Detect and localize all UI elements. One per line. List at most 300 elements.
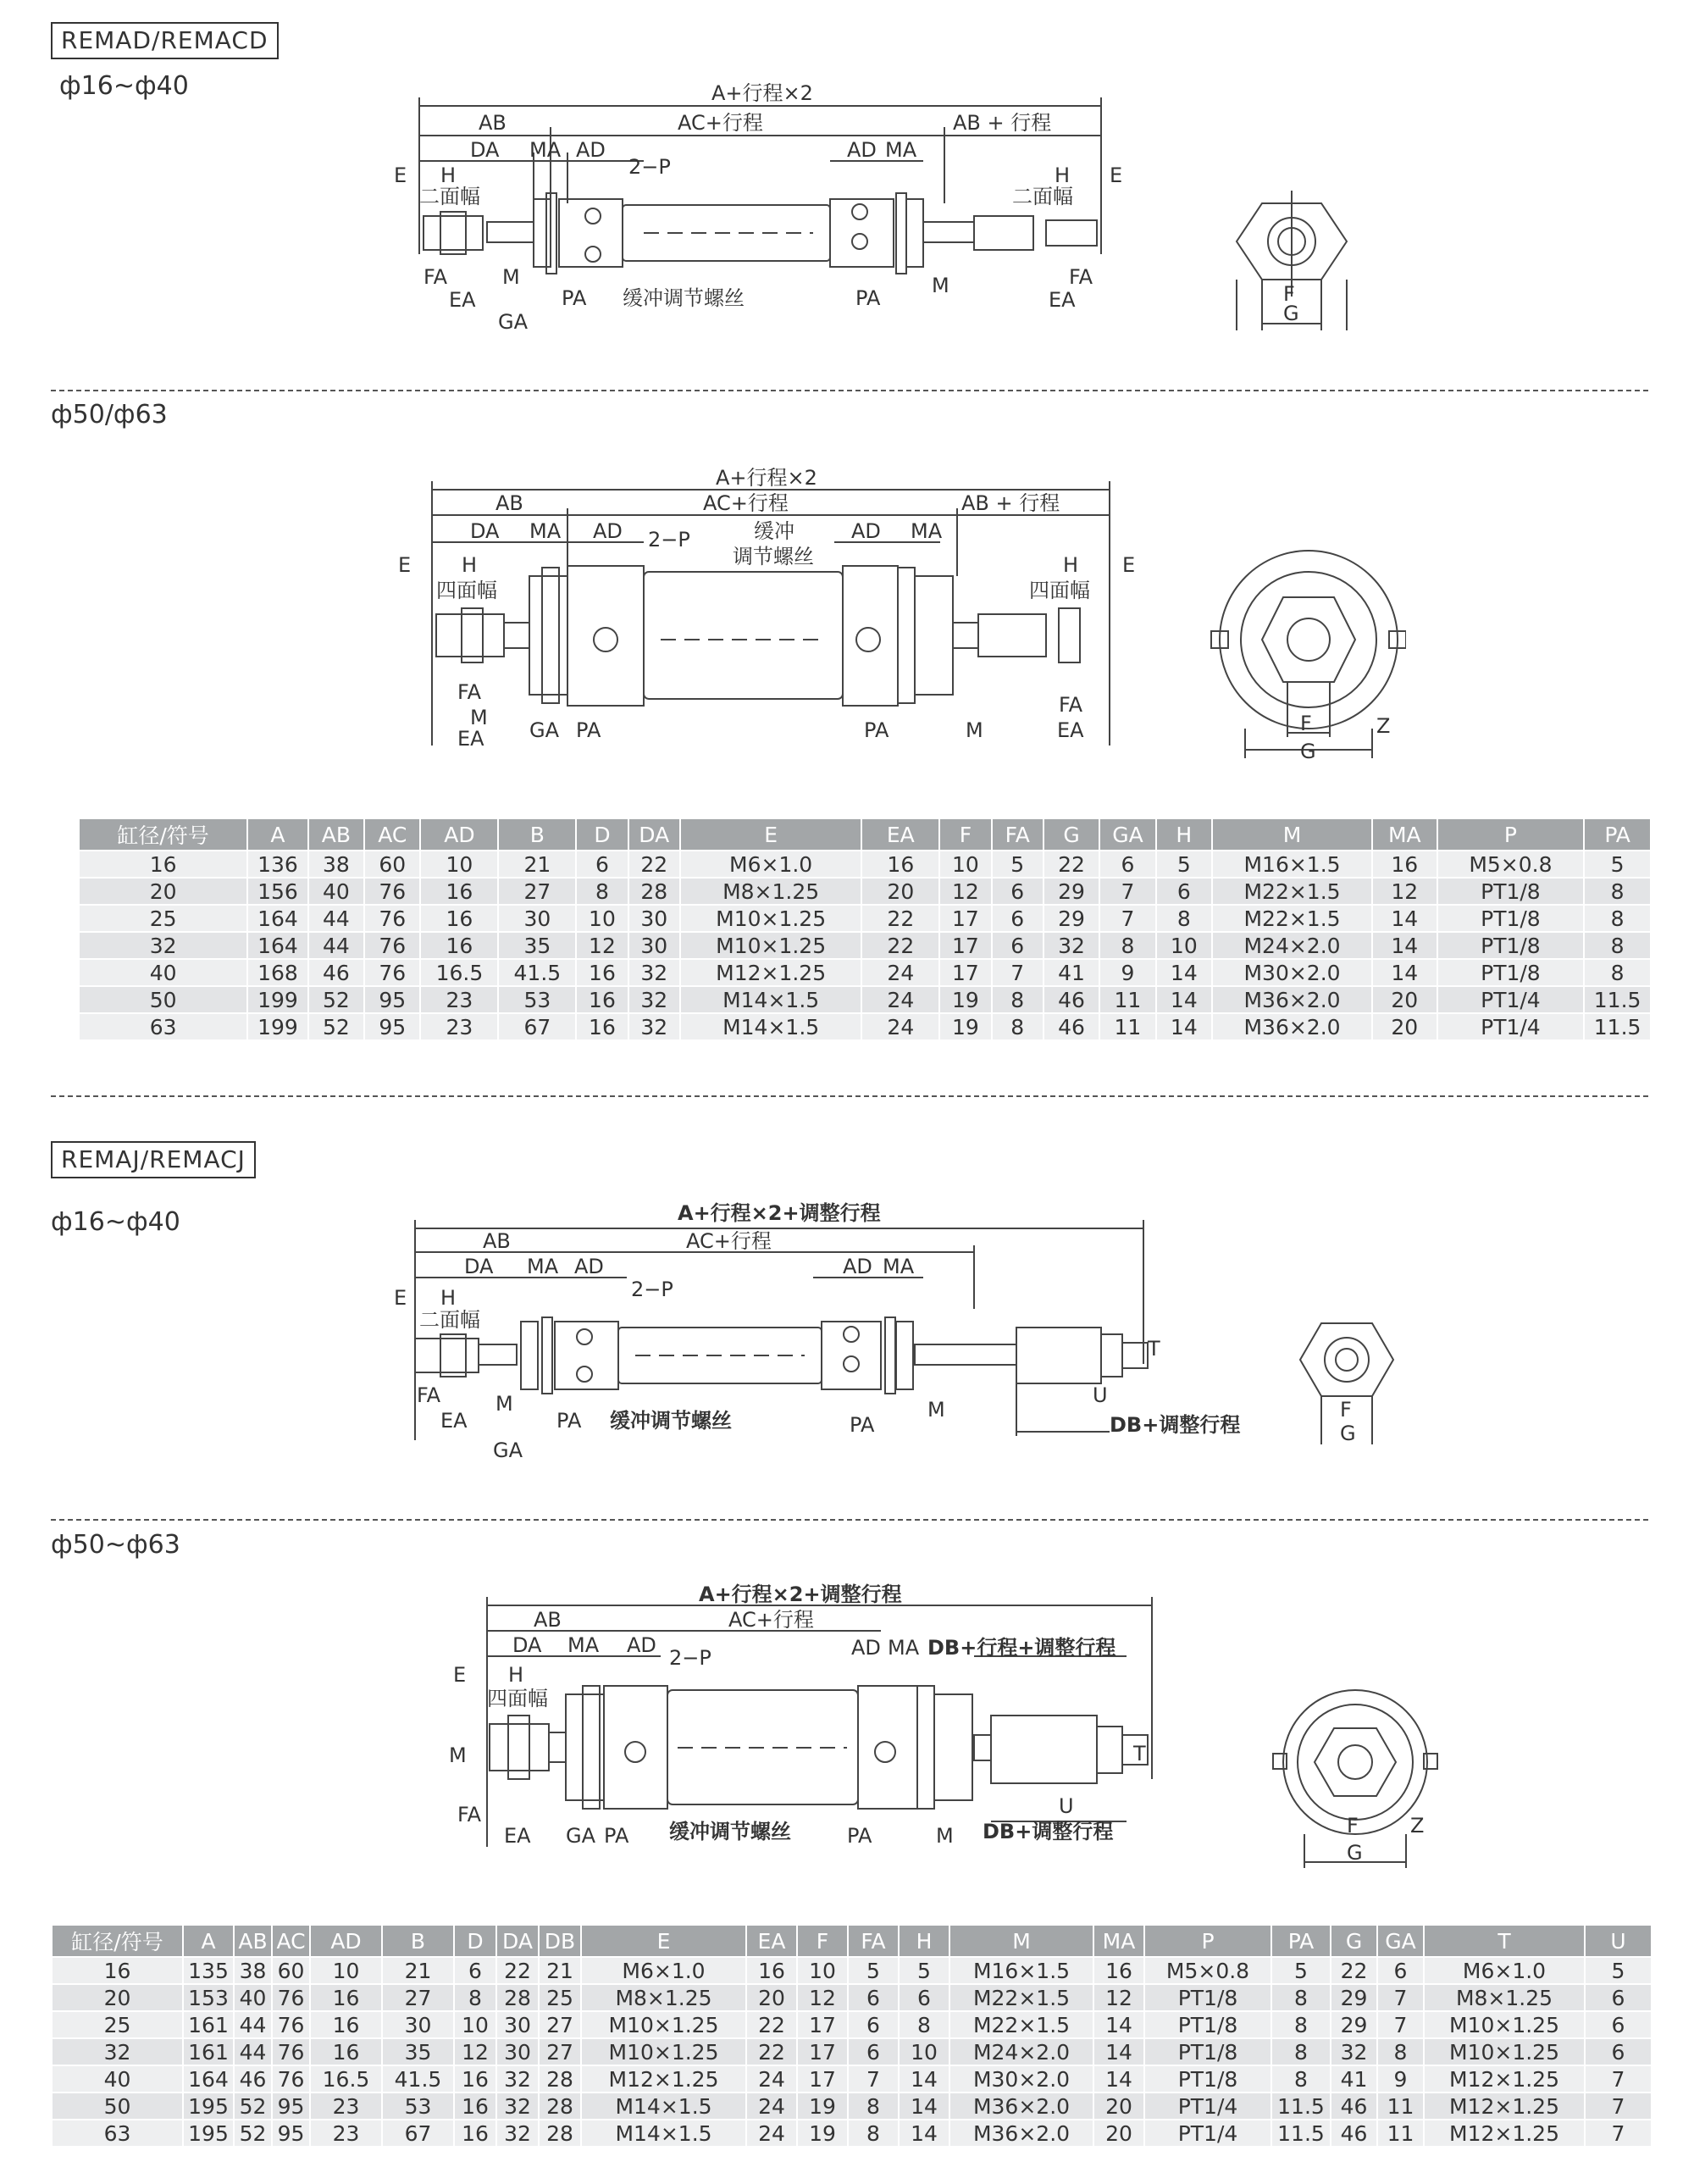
svg-text:A+行程×2: A+行程×2 xyxy=(711,81,813,105)
col-header: A xyxy=(183,1926,234,1957)
drawing-1-text xyxy=(394,81,1299,334)
table-cell: 7 xyxy=(848,2065,899,2093)
table-cell: 60 xyxy=(364,851,420,878)
svg-text:AC+行程: AC+行程 xyxy=(728,1608,814,1632)
table-cell: 5 xyxy=(1156,851,1212,878)
table-cell: 24 xyxy=(746,2120,797,2146)
table-cell: 6 xyxy=(848,2011,899,2038)
table-cell: 52 xyxy=(308,1013,364,1039)
table-cell: 22 xyxy=(861,932,939,959)
table-cell: 38 xyxy=(308,851,364,878)
table-cell: 164 xyxy=(183,2065,234,2093)
table-cell: 29 xyxy=(1331,2011,1377,2038)
table-cell: PT1/8 xyxy=(1437,905,1585,932)
table-row xyxy=(79,932,1650,959)
model-label-remad: REMAD/REMACD xyxy=(51,22,279,59)
table-cell: 14 xyxy=(1093,2038,1144,2065)
svg-text:FA: FA xyxy=(457,1803,482,1826)
table-cell: 95 xyxy=(364,1013,420,1039)
svg-text:PA: PA xyxy=(850,1413,875,1437)
svg-text:MA: MA xyxy=(885,138,917,162)
table-cell: M22×1.5 xyxy=(949,1984,1093,2011)
table-cell: 10 xyxy=(420,851,498,878)
svg-text:GA: GA xyxy=(498,310,529,334)
table-cell: 46 xyxy=(1331,2120,1377,2146)
table-cell: M36×2.0 xyxy=(949,2093,1093,2120)
table-cell: 10 xyxy=(939,851,991,878)
table-header-row xyxy=(52,1926,1651,1957)
col-header: P xyxy=(1144,1926,1271,1957)
col-header: GA xyxy=(1099,819,1155,851)
table-cell: 32 xyxy=(628,986,680,1013)
svg-text:U: U xyxy=(1093,1383,1108,1407)
svg-text:FA: FA xyxy=(424,265,448,289)
table-cell: 8 xyxy=(1271,2065,1331,2093)
table-cell: 6 xyxy=(992,878,1044,905)
table-cell: 16 xyxy=(454,2093,496,2120)
table-cell: PT1/8 xyxy=(1437,878,1585,905)
table-row xyxy=(79,905,1650,932)
table-cell: 95 xyxy=(272,2093,310,2120)
svg-text:A+行程×2: A+行程×2 xyxy=(716,466,817,490)
svg-text:MA: MA xyxy=(529,519,562,543)
svg-text:MA: MA xyxy=(911,519,943,543)
table-cell: 12 xyxy=(797,1984,848,2011)
col-header: DB xyxy=(539,1926,581,1957)
svg-text:AD: AD xyxy=(593,519,623,543)
svg-text:AB: AB xyxy=(534,1608,562,1632)
col-header: 缸径/符号 xyxy=(52,1926,183,1957)
table-cell: 16 xyxy=(576,959,628,986)
svg-text:四面幅: 四面幅 xyxy=(436,579,497,602)
svg-text:H: H xyxy=(508,1663,524,1687)
table-cell: 135 xyxy=(183,1957,234,1984)
table-cell: 76 xyxy=(272,2038,310,2065)
table-cell: 8 xyxy=(1099,932,1155,959)
table-cell: 53 xyxy=(498,986,576,1013)
table-cell: 7 xyxy=(1585,2093,1651,2120)
spec-table-remaj xyxy=(51,1926,1651,2146)
table-cell: 8 xyxy=(454,1984,496,2011)
table-cell: 20 xyxy=(1372,986,1437,1013)
table-cell: 32 xyxy=(79,932,247,959)
table-cell: 35 xyxy=(382,2038,454,2065)
table-cell: 8 xyxy=(1584,932,1650,959)
svg-text:Z: Z xyxy=(1410,1814,1425,1838)
svg-text:二面幅: 二面幅 xyxy=(419,185,480,208)
table-cell: PT1/4 xyxy=(1437,1013,1585,1039)
table-cell: 35 xyxy=(498,932,576,959)
col-header: AD xyxy=(420,819,498,851)
table-cell: 20 xyxy=(1093,2093,1144,2120)
table-cell: 12 xyxy=(939,878,991,905)
table-cell: 28 xyxy=(539,2065,581,2093)
svg-text:2−P: 2−P xyxy=(631,1278,673,1301)
table-body xyxy=(52,1957,1651,2146)
col-header: DA xyxy=(628,819,680,851)
table-cell: 22 xyxy=(746,2038,797,2065)
svg-text:缓冲调节螺丝: 缓冲调节螺丝 xyxy=(623,286,745,310)
table-cell: 5 xyxy=(1584,851,1650,878)
svg-text:F: F xyxy=(1340,1398,1352,1422)
svg-text:AB: AB xyxy=(495,491,523,515)
table-row xyxy=(79,851,1650,878)
table-cell: 5 xyxy=(899,1957,949,1984)
table-cell: 17 xyxy=(797,2065,848,2093)
svg-text:MA: MA xyxy=(883,1255,915,1278)
table-cell: M12×1.25 xyxy=(1424,2065,1585,2093)
col-header: D xyxy=(454,1926,496,1957)
col-header: EA xyxy=(746,1926,797,1957)
table-row xyxy=(52,2065,1651,2093)
table-cell: 14 xyxy=(1372,905,1437,932)
table-cell: 8 xyxy=(1271,2038,1331,2065)
table-cell: 20 xyxy=(1093,2120,1144,2146)
table-cell: M10×1.25 xyxy=(1424,2038,1585,2065)
table-cell: 16 xyxy=(454,2065,496,2093)
col-header: DA xyxy=(496,1926,539,1957)
table-cell: M10×1.25 xyxy=(680,932,862,959)
table-cell: 24 xyxy=(746,2093,797,2120)
table-cell: 164 xyxy=(247,905,308,932)
table-cell: 6 xyxy=(1585,2011,1651,2038)
svg-text:AC+行程: AC+行程 xyxy=(703,491,789,515)
table-cell: 7 xyxy=(1099,878,1155,905)
table-cell: M5×0.8 xyxy=(1144,1957,1271,1984)
table-cell: 67 xyxy=(382,2120,454,2146)
table-cell: M14×1.5 xyxy=(581,2120,746,2146)
table-cell: 40 xyxy=(234,1984,272,2011)
table-cell: 44 xyxy=(234,2038,272,2065)
svg-text:M: M xyxy=(936,1824,954,1848)
svg-text:缓冲调节螺丝: 缓冲调节螺丝 xyxy=(610,1409,732,1433)
svg-text:T: T xyxy=(1133,1742,1146,1765)
svg-text:EA: EA xyxy=(457,727,484,751)
table-cell: M36×2.0 xyxy=(1212,986,1372,1013)
col-header: AD xyxy=(310,1926,382,1957)
table-cell: 29 xyxy=(1044,878,1099,905)
table-cell: 7 xyxy=(1585,2065,1651,2093)
table-cell: 53 xyxy=(382,2093,454,2120)
table-cell: 164 xyxy=(247,932,308,959)
table-cell: 6 xyxy=(848,1984,899,2011)
svg-text:AC+行程: AC+行程 xyxy=(678,111,763,135)
table-cell: 9 xyxy=(1377,2065,1424,2093)
table-cell: 14 xyxy=(899,2120,949,2146)
table-cell: 44 xyxy=(308,932,364,959)
table-cell: 76 xyxy=(272,1984,310,2011)
table-row xyxy=(52,2093,1651,2120)
table-cell: 20 xyxy=(1372,1013,1437,1039)
svg-text:M: M xyxy=(495,1392,513,1416)
table-cell: 24 xyxy=(861,959,939,986)
drawing-remad-50-63 xyxy=(390,462,1406,762)
svg-text:四面幅: 四面幅 xyxy=(487,1687,548,1710)
table-row xyxy=(52,1984,1651,2011)
table-row xyxy=(52,2011,1651,2038)
col-header: 缸径/符号 xyxy=(79,819,247,851)
table-cell: 8 xyxy=(899,2011,949,2038)
table-row xyxy=(52,2038,1651,2065)
table-cell: 17 xyxy=(939,905,991,932)
col-header: AB xyxy=(308,819,364,851)
table-cell: 32 xyxy=(496,2093,539,2120)
table-cell: 6 xyxy=(1099,851,1155,878)
table-cell: 16 xyxy=(420,932,498,959)
table-cell: 8 xyxy=(992,986,1044,1013)
table-cell: 41 xyxy=(1331,2065,1377,2093)
table-cell: 8 xyxy=(992,1013,1044,1039)
table-cell: 23 xyxy=(310,2120,382,2146)
table-cell: 32 xyxy=(1044,932,1099,959)
svg-text:GA: GA xyxy=(529,718,560,742)
table-cell: 195 xyxy=(183,2093,234,2120)
table-cell: 22 xyxy=(1331,1957,1377,1984)
table-cell: 76 xyxy=(364,878,420,905)
table-cell: 10 xyxy=(797,1957,848,1984)
table-cell: 76 xyxy=(364,905,420,932)
table-cell: 52 xyxy=(234,2120,272,2146)
table-header-row xyxy=(79,819,1650,851)
table-cell: 76 xyxy=(272,2065,310,2093)
svg-text:AD: AD xyxy=(847,138,877,162)
svg-text:H: H xyxy=(440,1286,457,1310)
table-cell: 11 xyxy=(1377,2120,1424,2146)
table-cell: 21 xyxy=(539,1957,581,1984)
svg-text:FA: FA xyxy=(1059,693,1083,717)
table-cell: 46 xyxy=(1044,986,1099,1013)
table-cell: 10 xyxy=(576,905,628,932)
table-cell: 19 xyxy=(939,986,991,1013)
svg-text:缓冲调节螺丝: 缓冲调节螺丝 xyxy=(669,1820,791,1843)
table-cell: M6×1.0 xyxy=(1424,1957,1585,1984)
table-cell: 6 xyxy=(1585,2038,1651,2065)
svg-text:H: H xyxy=(440,164,457,187)
col-header: A xyxy=(247,819,308,851)
table-cell: 22 xyxy=(1044,851,1099,878)
table-cell: 32 xyxy=(496,2120,539,2146)
table-cell: M8×1.25 xyxy=(680,878,862,905)
table-cell: 6 xyxy=(1585,1984,1651,2011)
svg-text:2−P: 2−P xyxy=(648,528,690,552)
svg-text:M: M xyxy=(927,1398,945,1422)
table-cell: 199 xyxy=(247,1013,308,1039)
svg-text:GA: GA xyxy=(566,1824,596,1848)
svg-text:AB + 行程: AB + 行程 xyxy=(961,491,1060,515)
table-cell: 22 xyxy=(746,2011,797,2038)
table-cell: 21 xyxy=(498,851,576,878)
table-cell: M36×2.0 xyxy=(1212,1013,1372,1039)
svg-text:DB+调整行程: DB+调整行程 xyxy=(983,1820,1114,1843)
svg-text:M: M xyxy=(502,265,520,289)
table-cell: 32 xyxy=(628,959,680,986)
table-cell: 41.5 xyxy=(498,959,576,986)
table-cell: 8 xyxy=(848,2120,899,2146)
table-cell: 7 xyxy=(1377,1984,1424,2011)
table-cell: 195 xyxy=(183,2120,234,2146)
range-label-50-63: ф50/ф63 xyxy=(51,400,168,430)
table-cell: 16 xyxy=(576,986,628,1013)
table-cell: 17 xyxy=(939,959,991,986)
svg-text:MA: MA xyxy=(529,138,562,162)
table-cell: 16 xyxy=(746,1957,797,1984)
dimension-lines xyxy=(415,1220,1143,1440)
svg-text:二面幅: 二面幅 xyxy=(419,1308,480,1332)
table-cell: 63 xyxy=(79,1013,247,1039)
table-cell: 16 xyxy=(79,851,247,878)
table-cell: 16 xyxy=(310,2038,382,2065)
table-cell: 30 xyxy=(496,2038,539,2065)
table-cell: 23 xyxy=(420,1013,498,1039)
table-cell: 8 xyxy=(576,878,628,905)
table-cell: PT1/8 xyxy=(1144,2065,1271,2093)
table-row xyxy=(79,1013,1650,1039)
table-cell: 16 xyxy=(310,1984,382,2011)
table-cell: 7 xyxy=(1377,2011,1424,2038)
svg-text:PA: PA xyxy=(847,1824,872,1848)
svg-text:四面幅: 四面幅 xyxy=(1029,579,1090,602)
col-header: EA xyxy=(861,819,939,851)
table-row xyxy=(79,959,1650,986)
table-cell: 76 xyxy=(364,959,420,986)
col-header: B xyxy=(382,1926,454,1957)
svg-text:PA: PA xyxy=(855,286,881,310)
table-cell: M14×1.5 xyxy=(581,2093,746,2120)
table-cell: 14 xyxy=(1093,2011,1144,2038)
divider xyxy=(51,1519,1648,1521)
col-header: E xyxy=(680,819,862,851)
svg-text:G: G xyxy=(1340,1422,1356,1445)
table-cell: 8 xyxy=(1584,959,1650,986)
table-cell: 16 xyxy=(454,2120,496,2146)
table-cell: 10 xyxy=(310,1957,382,1984)
col-header: FA xyxy=(848,1926,899,1957)
svg-text:M: M xyxy=(470,706,488,729)
col-header: G xyxy=(1331,1926,1377,1957)
cylinder-body xyxy=(555,1322,881,1389)
table-cell: 27 xyxy=(539,2011,581,2038)
col-header: F xyxy=(797,1926,848,1957)
table-cell: 19 xyxy=(939,1013,991,1039)
svg-text:DA: DA xyxy=(464,1255,494,1278)
table-cell: 12 xyxy=(1093,1984,1144,2011)
table-cell: 24 xyxy=(861,986,939,1013)
table-cell: 10 xyxy=(899,2038,949,2065)
drawing-4-text xyxy=(449,1583,1424,1865)
table-cell: 30 xyxy=(496,2011,539,2038)
table-cell: 7 xyxy=(1585,2120,1651,2146)
table-cell: PT1/4 xyxy=(1144,2093,1271,2120)
svg-text:PA: PA xyxy=(604,1824,629,1848)
svg-text:F: F xyxy=(1347,1814,1359,1838)
table-cell: 14 xyxy=(1372,959,1437,986)
table-cell: 44 xyxy=(234,2011,272,2038)
table-cell: 14 xyxy=(1156,986,1212,1013)
svg-text:E: E xyxy=(453,1663,467,1687)
table-cell: 16 xyxy=(310,2011,382,2038)
table-cell: 27 xyxy=(382,1984,454,2011)
col-header: B xyxy=(498,819,576,851)
col-header: T xyxy=(1424,1926,1585,1957)
table-cell: M14×1.5 xyxy=(680,986,862,1013)
col-header: H xyxy=(1156,819,1212,851)
table-cell: 25 xyxy=(539,1984,581,2011)
table-cell: 14 xyxy=(1156,1013,1212,1039)
table-cell: M5×0.8 xyxy=(1437,851,1585,878)
svg-text:F: F xyxy=(1300,712,1312,735)
table-cell: 40 xyxy=(79,959,247,986)
table-row xyxy=(79,878,1650,905)
svg-text:H: H xyxy=(462,553,478,577)
table-cell: 28 xyxy=(628,878,680,905)
drawing-remaj-16-40 xyxy=(373,1190,1423,1470)
table-cell: 10 xyxy=(454,2011,496,2038)
svg-text:AD: AD xyxy=(574,1255,604,1278)
table-cell: M10×1.25 xyxy=(581,2038,746,2065)
col-header: H xyxy=(899,1926,949,1957)
table-cell: 41 xyxy=(1044,959,1099,986)
table-cell: 40 xyxy=(308,878,364,905)
col-header: PA xyxy=(1271,1926,1331,1957)
table-cell: 12 xyxy=(1372,878,1437,905)
svg-text:二面幅: 二面幅 xyxy=(1012,185,1073,208)
table-cell: 161 xyxy=(183,2011,234,2038)
svg-text:PA: PA xyxy=(864,718,889,742)
col-header: P xyxy=(1437,819,1585,851)
table-cell: 14 xyxy=(1093,2065,1144,2093)
svg-text:MA: MA xyxy=(567,1633,600,1657)
table-cell: 5 xyxy=(992,851,1044,878)
svg-text:E: E xyxy=(398,553,412,577)
divider xyxy=(51,1095,1648,1097)
table-cell: 32 xyxy=(628,1013,680,1039)
table-cell: 40 xyxy=(52,2065,183,2093)
table-cell: 199 xyxy=(247,986,308,1013)
svg-text:DA: DA xyxy=(470,138,500,162)
table-cell: 11 xyxy=(1099,1013,1155,1039)
svg-text:FA: FA xyxy=(417,1383,441,1407)
table-cell: 5 xyxy=(1271,1957,1331,1984)
table-cell: 28 xyxy=(539,2093,581,2120)
table-cell: 8 xyxy=(1584,905,1650,932)
table-cell: 63 xyxy=(52,2120,183,2146)
col-header: MA xyxy=(1372,819,1437,851)
table-cell: PT1/8 xyxy=(1437,932,1585,959)
table-cell: 14 xyxy=(899,2065,949,2093)
table-cell: 136 xyxy=(247,851,308,878)
table-cell: PT1/4 xyxy=(1144,2120,1271,2146)
table-cell: 76 xyxy=(272,2011,310,2038)
table-cell: M6×1.0 xyxy=(680,851,862,878)
svg-text:Z: Z xyxy=(1376,714,1391,738)
table-cell: M36×2.0 xyxy=(949,2120,1093,2146)
table-cell: 25 xyxy=(52,2011,183,2038)
svg-text:MA: MA xyxy=(527,1255,559,1278)
cylinder-body xyxy=(567,566,898,706)
table-cell: 6 xyxy=(454,1957,496,1984)
table-cell: M22×1.5 xyxy=(1212,905,1372,932)
table-cell: 20 xyxy=(746,1984,797,2011)
table-body xyxy=(79,851,1650,1039)
rod-right-adjuster xyxy=(917,1686,1148,1809)
svg-text:EA: EA xyxy=(1049,288,1076,312)
svg-text:AD: AD xyxy=(843,1255,872,1278)
table-cell: 50 xyxy=(79,986,247,1013)
table-cell: 6 xyxy=(848,2038,899,2065)
table-cell: 14 xyxy=(1372,932,1437,959)
svg-text:PA: PA xyxy=(562,286,587,310)
table-cell: 32 xyxy=(52,2038,183,2065)
